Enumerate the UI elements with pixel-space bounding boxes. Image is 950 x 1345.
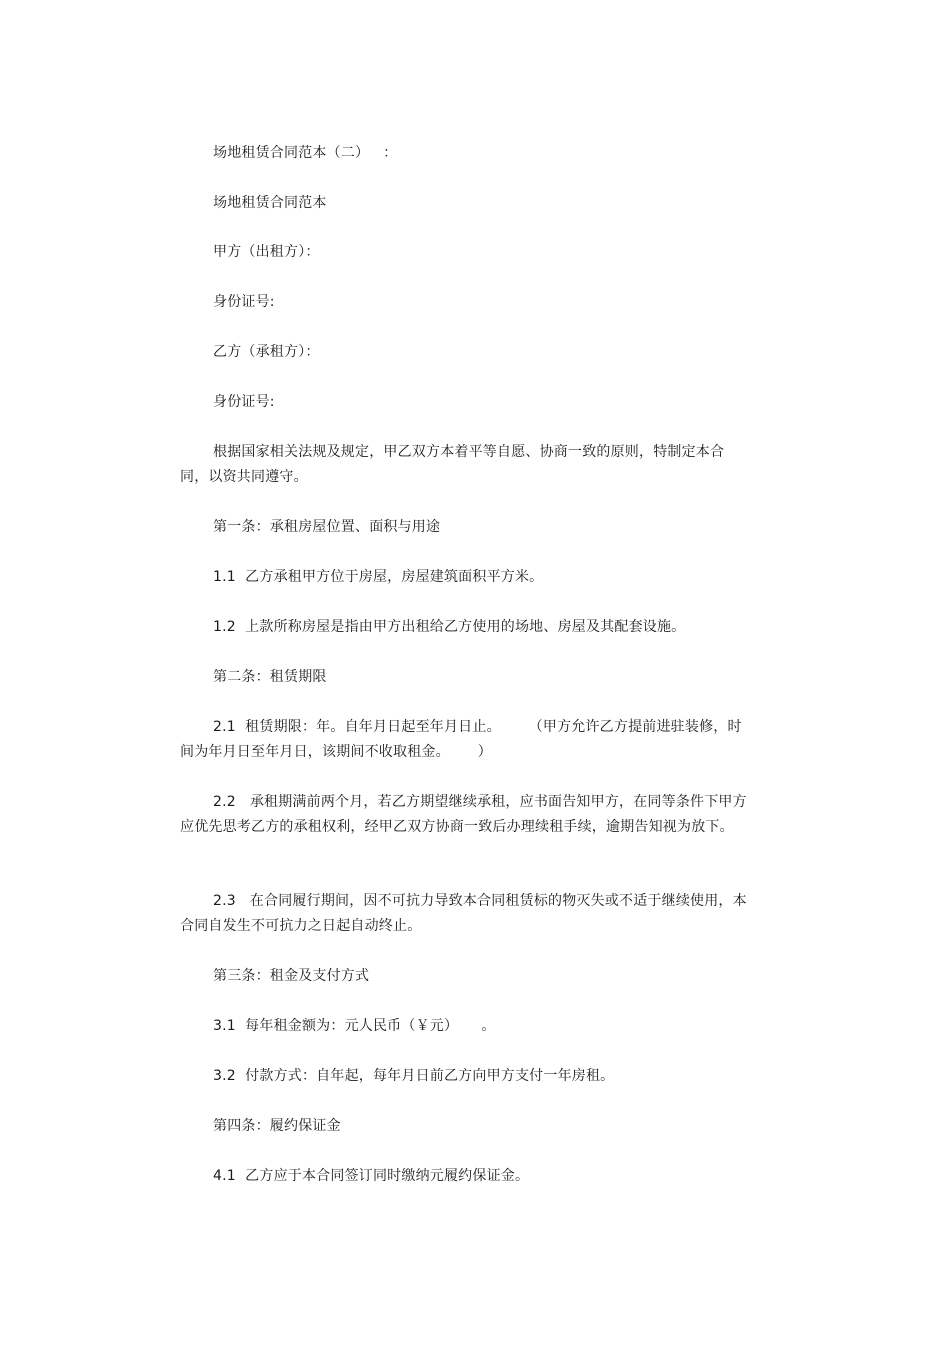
clause-3-1: 3.1 每年租金额为：元人民币（￥元） 。 bbox=[213, 1018, 496, 1034]
preamble-paragraph: 根据国家相关法规及规定，甲乙双方本着平等自愿、协商一致的原则，特制定本合同，以资共同遵守。 bbox=[180, 444, 725, 485]
party-b-id-line: 身份证号: bbox=[213, 394, 275, 410]
party-a-id-line: 身份证号: bbox=[213, 294, 275, 310]
article-4-heading: 第四条：履约保证金 bbox=[213, 1118, 341, 1134]
clause-2-1: 2.1 租赁期限：年。自年月日起至年月日止。 （甲方允许乙方提前进驻装修，时间为年月日至年月日，该期间不收取租金。 ） bbox=[180, 719, 742, 760]
party-a-line: 甲方（出租方）： bbox=[213, 244, 320, 260]
contract-title: 场地租赁合同范本 bbox=[213, 195, 327, 211]
article-3-heading: 第三条：租金及支付方式 bbox=[213, 968, 370, 984]
clause-2-2: 2.2 承租期满前两个月，若乙方期望继续承租，应书面告知甲方，在同等条件下甲方应优先思考乙方的承租权利，经甲乙双方协商一致后办理续租手续，逾期告知视为放下。 bbox=[180, 794, 747, 835]
clause-3-2: 3.2 付款方式：自年起，每年月日前乙方向甲方支付一年房租。 bbox=[213, 1068, 615, 1084]
clause-1-2: 1.2 上款所称房屋是指由甲方出租给乙方使用的场地、房屋及其配套设施。 bbox=[213, 619, 686, 635]
clause-1-1: 1.1 乙方承租甲方位于房屋，房屋建筑面积平方米。 bbox=[213, 569, 544, 585]
article-1-heading: 第一条：承租房屋位置、面积与用途 bbox=[213, 519, 441, 535]
party-b-line: 乙方（承租方）： bbox=[213, 344, 320, 360]
contract-heading: 场地租赁合同范本（二） ： bbox=[213, 145, 398, 161]
clause-4-1: 4.1 乙方应于本合同签订同时缴纳元履约保证金。 bbox=[213, 1168, 530, 1184]
article-2-heading: 第二条：租赁期限 bbox=[213, 669, 327, 685]
clause-2-3: 2.3 在合同履行期间，因不可抗力导致本合同租赁标的物灭失或不适于继续使用，本合同自发生不可抗力之日起自动终止。 bbox=[180, 893, 747, 934]
